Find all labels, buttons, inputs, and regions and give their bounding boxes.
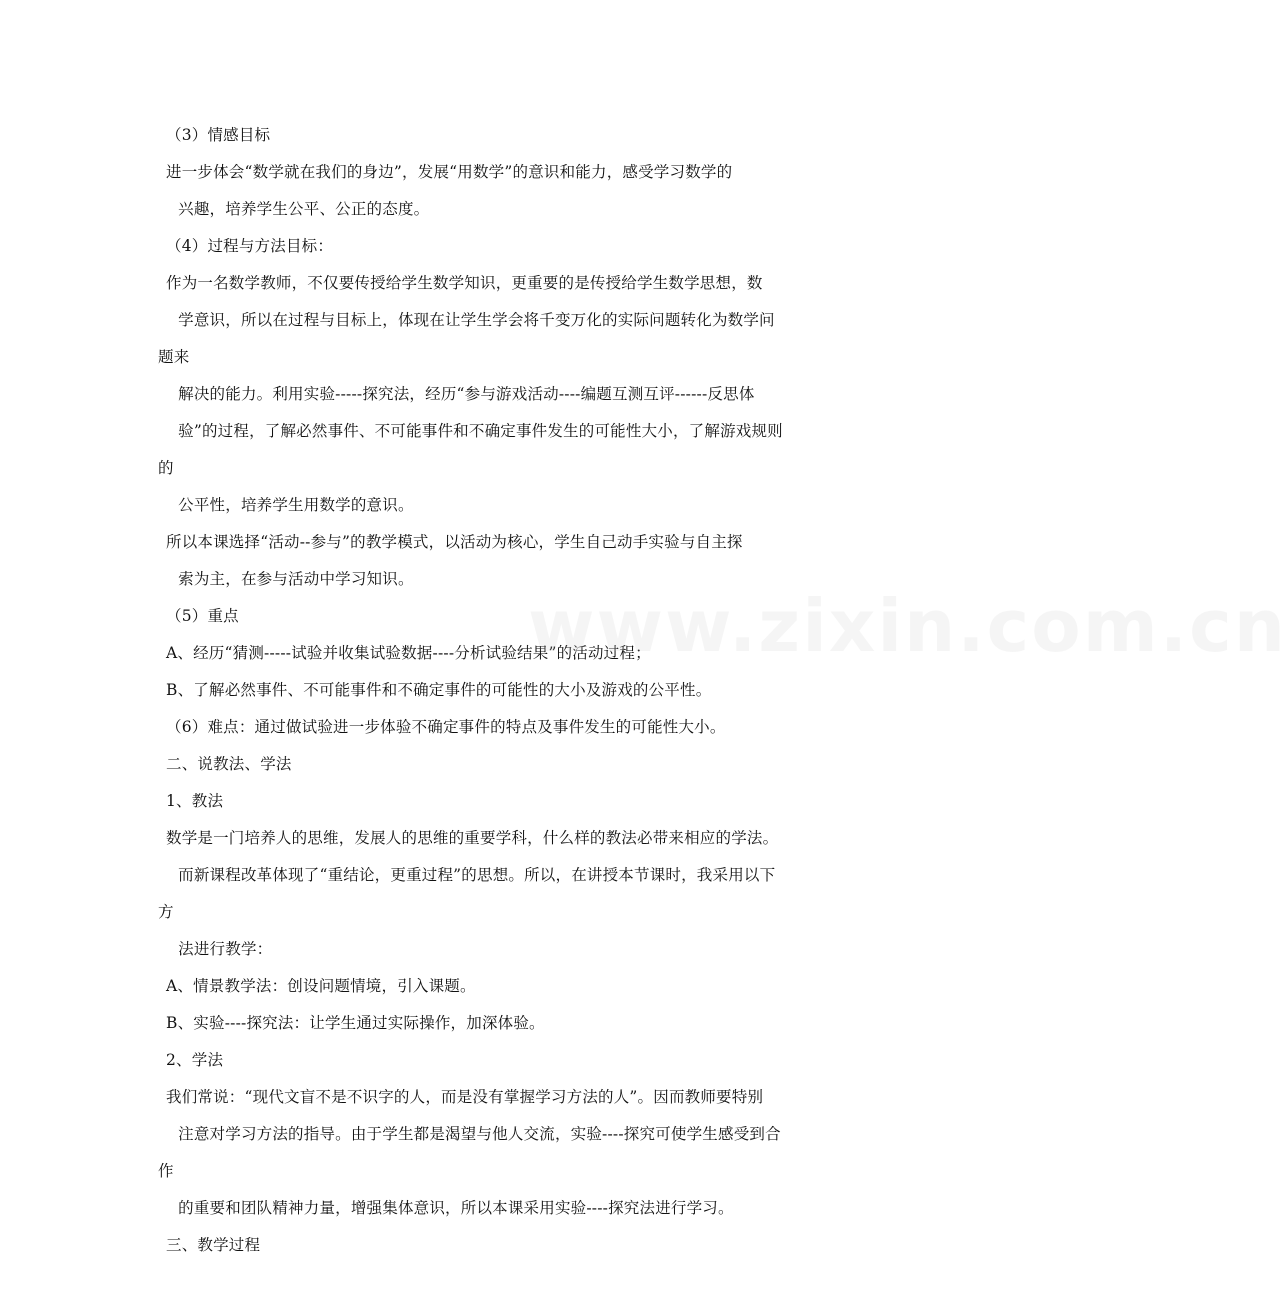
text-line: 二、说教法、学法 [166,755,292,773]
text-line: 数学是一门培养人的思维，发展人的思维的重要学科，什么样的教法必带来相应的学法。 [166,829,779,847]
body-paragraph [166,783,786,820]
text-line: （5）重点 [166,607,239,625]
body-paragraph [166,635,786,672]
text-line: （3）情感目标 [166,126,271,144]
section-heading [166,709,786,746]
body-paragraph [166,672,786,709]
text-line: 兴趣，培养学生公平、公正的态度。 [178,200,430,218]
section-heading [166,598,786,635]
text-line: 而新课程改革体现了“重结论，更重过程”的思想。所以，在讲授本节课时，我采用以下方 [158,866,776,921]
text-line: A、情景教学法：创设问题情境，引入课题。 [166,977,476,995]
text-line: （4）过程与方法目标： [166,237,334,255]
text-line: 我们常说：“现代文盲不是不识字的人，而是没有掌握学习方法的人”。因而教师要特别 [166,1088,764,1106]
body-paragraph [166,1005,786,1042]
section-heading [166,117,786,154]
document-body [158,117,786,1264]
text-line: 1、教法 [166,792,224,810]
body-paragraph [166,524,786,598]
text-line: 注意对学习方法的指导。由于学生都是渴望与他人交流，实验----探究可使学生感受到合作 [158,1125,781,1180]
text-line: A、经历“猜测-----试验并收集试验数据----分析试验结果”的活动过程； [166,644,651,662]
text-line: 三、教学过程 [166,1236,261,1254]
text-line: 2、学法 [166,1051,224,1069]
text-line: B、实验----探究法：让学生通过实际操作，加深体验。 [166,1014,545,1032]
section-heading [166,228,786,265]
body-paragraph [158,1079,786,1227]
text-line: 学意识，所以在过程与目标上，体现在让学生学会将千变万化的实际问题转化为数学问题来 [158,311,775,366]
text-line: 进一步体会“数学就在我们的身边”，发展“用数学”的意识和能力，感受学习数学的 [166,163,733,181]
text-line: 索为主，在参与活动中学习知识。 [178,570,414,588]
body-paragraph [166,1227,786,1264]
text-line: 公平性，培养学生用数学的意识。 [178,496,414,514]
text-line: 作为一名数学教师，不仅要传授给学生数学知识，更重要的是传授给学生数学思想，数 [166,274,763,292]
watermark: www.zixin.com.cn [528,584,1287,668]
text-line: 验”的过程，了解必然事件、不可能事件和不确定事件发生的可能性大小，了解游戏规则的 [158,422,783,477]
text-line: 法进行教学： [178,940,273,958]
body-paragraph [166,1042,786,1079]
text-line: 的重要和团队精神力量，增强集体意识，所以本课采用实验----探究法进行学习。 [178,1199,734,1217]
body-paragraph [166,154,786,228]
body-paragraph [158,820,786,968]
text-line: 解决的能力。利用实验-----探究法，经历“参与游戏活动----编题互测互评------反思体 [178,385,755,403]
body-paragraph [166,746,786,783]
text-line: 所以本课选择“活动--参与”的教学模式，以活动为核心，学生自己动手实验与自主探 [166,533,743,551]
text-line: （6）难点：通过做试验进一步体验不确定事件的特点及事件发生的可能性大小。 [166,718,726,736]
body-paragraph [166,968,786,1005]
text-line: B、了解必然事件、不可能事件和不确定事件的可能性的大小及游戏的公平性。 [166,681,712,699]
body-paragraph [158,265,786,524]
